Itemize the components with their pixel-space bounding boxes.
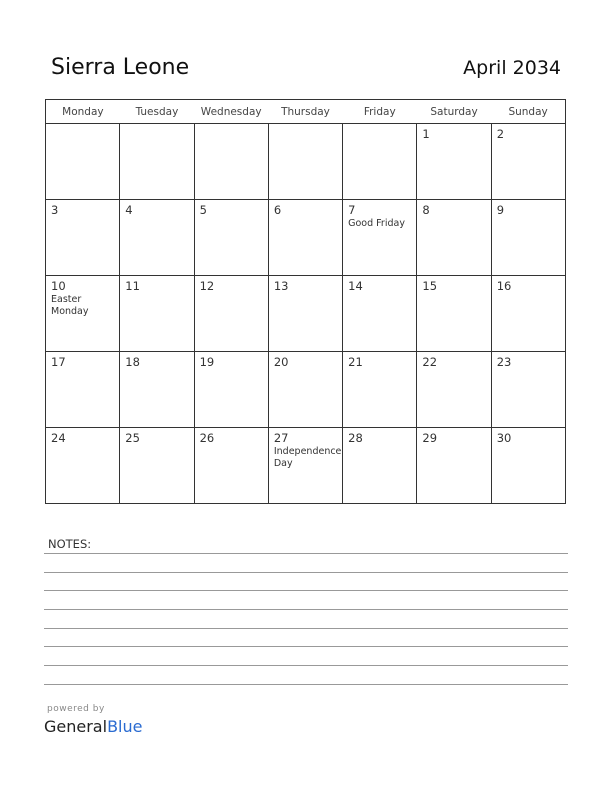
weekday-header: Wednesday [194,100,268,124]
powered-by-text: powered by [47,704,105,714]
day-cell [491,200,565,276]
day-cell [491,276,565,352]
day-cell [120,276,194,352]
day-number: 19 [199,355,215,369]
notes-line [44,609,568,610]
notes-line [44,665,568,666]
brand-logo [44,717,142,736]
weekday-header: Monday [46,100,120,124]
day-number: 8 [422,203,430,217]
weekday-header: Sunday [491,100,565,124]
day-cell [343,276,417,352]
day-cell [417,352,491,428]
day-number: 22 [422,355,438,369]
calendar-grid [45,99,566,504]
weekday-header-row [46,100,566,124]
day-cell [194,428,268,504]
day-cell [491,124,565,200]
day-number: 29 [422,431,438,445]
day-number: 3 [51,203,59,217]
day-number: 12 [199,279,215,293]
day-number: 24 [51,431,66,445]
notes-line [44,590,568,591]
day-number: 27 [273,431,289,445]
week-row [46,276,566,352]
holiday-label: Good Friday [348,218,405,229]
notes-line [44,684,568,685]
country-title: Sierra Leone [51,55,190,80]
notes-line [44,572,568,573]
day-cell [417,276,491,352]
notes-label: NOTES: [48,537,92,551]
notes-line [44,646,568,647]
day-cell [194,124,268,200]
day-number: 28 [348,431,363,445]
day-number: 17 [51,355,66,369]
day-cell [268,352,342,428]
day-cell [417,200,491,276]
day-cell [491,428,565,504]
day-cell [120,428,194,504]
brand-blue: Blue [107,717,143,736]
notes-line [44,553,568,554]
brand-general: General [44,717,108,736]
day-cell [268,276,342,352]
day-number: 30 [496,431,512,445]
week-row [46,200,566,276]
day-number: 9 [496,203,505,217]
day-number: 23 [496,355,512,369]
day-cell [120,352,194,428]
week-row [46,428,566,504]
day-number: 14 [348,279,363,293]
holiday-label: Independence Day [273,446,342,469]
day-cell [491,352,565,428]
day-cell [268,124,342,200]
day-number: 2 [496,127,505,141]
day-cell [343,200,417,276]
day-cell [417,428,491,504]
day-number: 16 [496,279,512,293]
weekday-header: Saturday [417,100,491,124]
weekday-header: Thursday [268,100,342,124]
weekday-header: Friday [343,100,417,124]
week-row [46,124,566,200]
day-number: 18 [125,355,140,369]
day-number: 5 [199,203,207,217]
weekday-header: Tuesday [120,100,194,124]
day-cell [268,200,342,276]
day-cell [343,352,417,428]
day-number: 25 [125,431,140,445]
day-number: 26 [199,431,215,445]
day-cell [120,124,194,200]
day-number: 7 [348,203,356,217]
day-cell [194,276,268,352]
day-cell [194,352,268,428]
day-number: 10 [51,279,66,293]
day-cell [46,352,120,428]
day-number: 15 [422,279,438,293]
day-cell [46,276,120,352]
day-cell [343,428,417,504]
day-cell [46,200,120,276]
day-cell [46,124,120,200]
day-number: 21 [348,355,363,369]
day-cell [343,124,417,200]
day-cell [120,200,194,276]
day-cell [268,428,342,504]
day-number: 20 [273,355,289,369]
week-row [46,352,566,428]
notes-line [44,628,568,629]
month-title: April 2034 [463,57,561,79]
day-number: 4 [125,203,133,217]
day-cell [194,200,268,276]
day-cell [417,124,491,200]
day-number: 11 [125,279,140,293]
day-cell [46,428,120,504]
holiday-label: Easter Monday [51,294,89,317]
day-number: 6 [273,203,282,217]
day-number: 13 [273,279,289,293]
day-number: 1 [422,127,430,141]
